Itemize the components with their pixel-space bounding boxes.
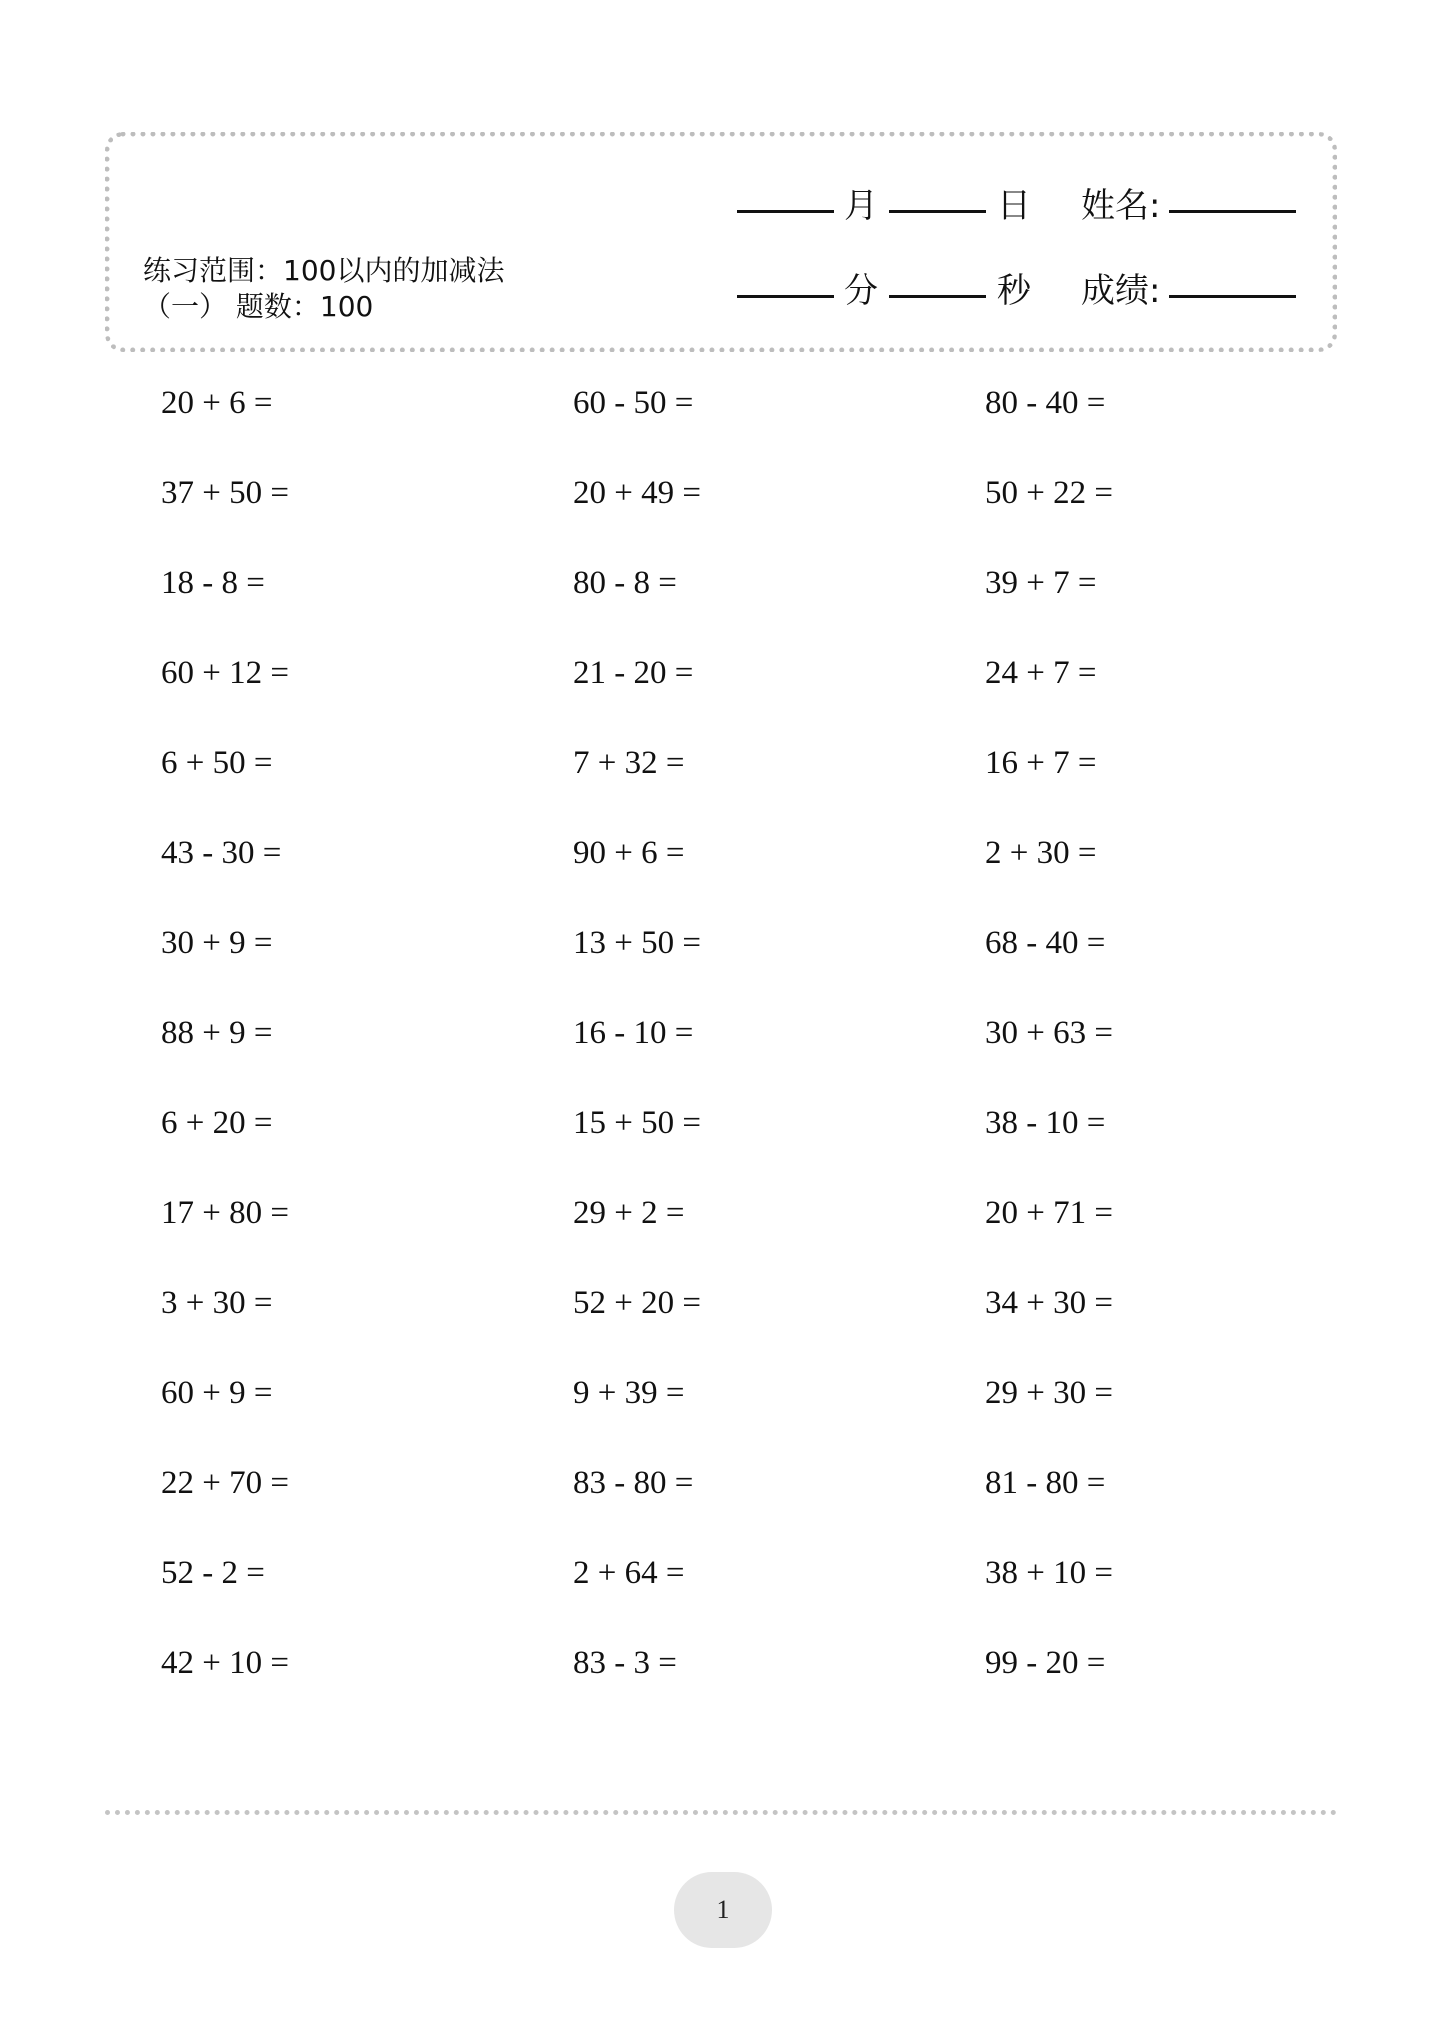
day-label: 日 (997, 186, 1031, 226)
problem: 83 - 80 = (573, 1465, 694, 1501)
problem: 6 + 20 = (161, 1105, 273, 1141)
problem-row (161, 1368, 1321, 1458)
problem: 43 - 30 = (161, 835, 282, 871)
problem-row (161, 1458, 1321, 1548)
footer-divider (105, 1810, 1337, 1815)
problem: 9 + 39 = (573, 1375, 685, 1411)
problem: 3 + 30 = (161, 1285, 273, 1321)
problem: 18 - 8 = (161, 565, 265, 601)
problem: 30 + 9 = (161, 925, 273, 961)
problem-row (161, 1638, 1321, 1728)
question-count: （一） 题数：100 (143, 290, 374, 323)
problem-grid (161, 378, 1321, 1728)
problem: 80 - 40 = (985, 385, 1106, 421)
problem: 20 + 6 = (161, 385, 273, 421)
problem-row (161, 738, 1321, 828)
problem: 83 - 3 = (573, 1645, 677, 1681)
problem: 20 + 71 = (985, 1195, 1113, 1231)
minute-label: 分 (844, 271, 878, 311)
problem: 20 + 49 = (573, 475, 701, 511)
problem: 2 + 30 = (985, 835, 1097, 871)
problem-row (161, 468, 1321, 558)
problem: 30 + 63 = (985, 1015, 1113, 1051)
name-blank[interactable] (1169, 210, 1296, 213)
problem: 15 + 50 = (573, 1105, 701, 1141)
problem: 60 + 12 = (161, 655, 289, 691)
problem: 99 - 20 = (985, 1645, 1106, 1681)
problem: 60 - 50 = (573, 385, 694, 421)
month-blank[interactable] (737, 210, 834, 213)
problem: 38 - 10 = (985, 1105, 1106, 1141)
practice-range: 练习范围：100以内的加减法 (143, 254, 505, 287)
practice-info (143, 253, 563, 325)
problem: 90 + 6 = (573, 835, 685, 871)
page-number-badge (674, 1872, 772, 1948)
problem: 52 + 20 = (573, 1285, 701, 1321)
problem-row (161, 1008, 1321, 1098)
score-blank[interactable] (1169, 295, 1296, 298)
problem: 50 + 22 = (985, 475, 1113, 511)
problem-row (161, 828, 1321, 918)
second-label: 秒 (997, 271, 1031, 311)
problem-row (161, 1548, 1321, 1638)
problem: 16 + 7 = (985, 745, 1097, 781)
problem: 39 + 7 = (985, 565, 1097, 601)
page-number: 1 (716, 1895, 730, 1924)
problem: 6 + 50 = (161, 745, 273, 781)
problem: 34 + 30 = (985, 1285, 1113, 1321)
problem: 13 + 50 = (573, 925, 701, 961)
day-blank[interactable] (889, 210, 986, 213)
problem-row (161, 1188, 1321, 1278)
second-blank[interactable] (889, 295, 986, 298)
problem: 22 + 70 = (161, 1465, 289, 1501)
problem-row (161, 1278, 1321, 1368)
problem: 38 + 10 = (985, 1555, 1113, 1591)
problem: 29 + 30 = (985, 1375, 1113, 1411)
problem-row (161, 1098, 1321, 1188)
problem-row (161, 918, 1321, 1008)
problem: 42 + 10 = (161, 1645, 289, 1681)
month-label: 月 (844, 186, 878, 226)
problem: 37 + 50 = (161, 475, 289, 511)
problem: 88 + 9 = (161, 1015, 273, 1051)
problem: 21 - 20 = (573, 655, 694, 691)
problem: 7 + 32 = (573, 745, 685, 781)
name-label: 姓名: (1081, 186, 1161, 226)
problem-row (161, 558, 1321, 648)
problem: 52 - 2 = (161, 1555, 265, 1591)
problem: 16 - 10 = (573, 1015, 694, 1051)
problem: 68 - 40 = (985, 925, 1106, 961)
problem: 2 + 64 = (573, 1555, 685, 1591)
problem: 24 + 7 = (985, 655, 1097, 691)
score-label: 成绩: (1081, 271, 1161, 311)
problem-row (161, 648, 1321, 738)
problem: 60 + 9 = (161, 1375, 273, 1411)
minute-blank[interactable] (737, 295, 834, 298)
problem: 29 + 2 = (573, 1195, 685, 1231)
problem-row (161, 378, 1321, 468)
problem: 17 + 80 = (161, 1195, 289, 1231)
problem: 80 - 8 = (573, 565, 677, 601)
problem: 81 - 80 = (985, 1465, 1106, 1501)
